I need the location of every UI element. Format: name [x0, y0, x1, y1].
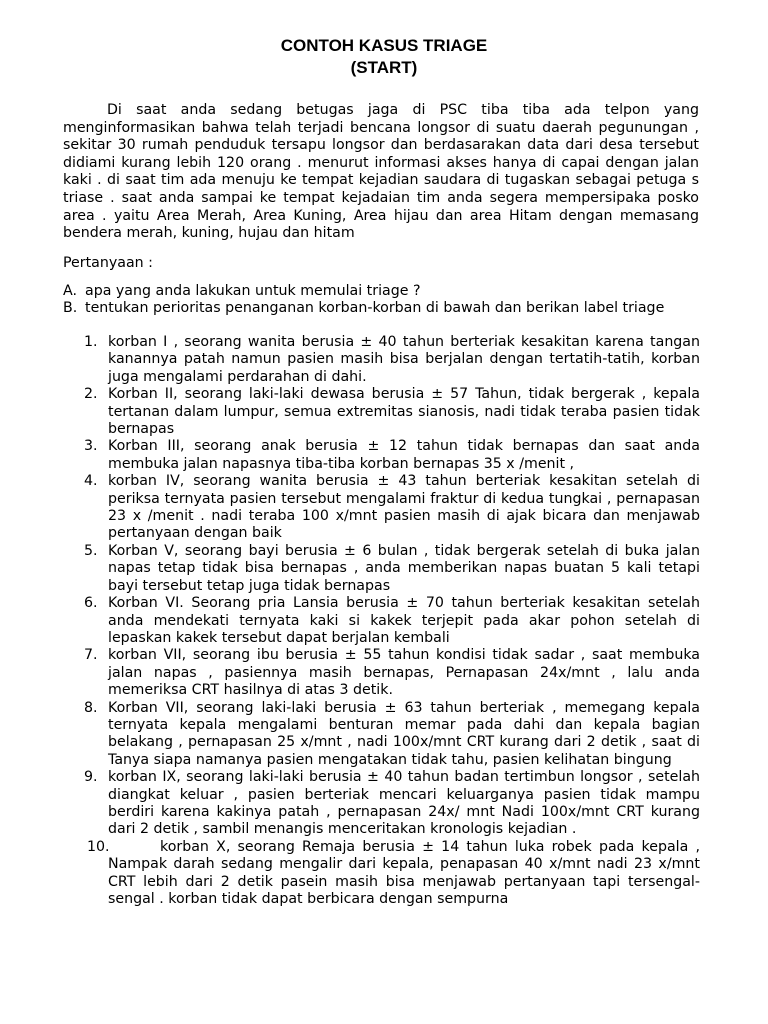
case-item: [87, 838, 700, 909]
case-number: 8.: [84, 699, 98, 716]
case-item: [84, 595, 700, 647]
question-label: A.: [63, 283, 77, 299]
case-item: [84, 334, 700, 386]
case-item: [84, 699, 700, 770]
case-number: 7.: [84, 647, 98, 664]
document-title: CONTOH KASUS TRIAGE: [280, 36, 488, 55]
case-list: [84, 334, 700, 908]
case-text: Korban V, seorang bayi berusia ± 6 bulan , tidak bergerak setelah di buka jalan napas tetap tidak bisa bernapas , anda memberikan napas buatan 5 kali tetapi bayi tersebut tetap juga tidak bernapas: [108, 542, 700, 594]
case-text: korban I , seorang wanita berusia ± 40 tahun berteriak kesakitan karena tangan kanannya patah namun pasien masih bisa berjalan dengan tertatih-tatih, korban juga mengalami perdarahan di dahi.: [108, 334, 700, 385]
case-text: Korban VII, seorang laki-laki berusia ± 63 tahun berteriak , memegang kepala ternyata kepala mengalami benturan memar pada dahi dan kepala bagian belakang , pernapasan 25 x/mnt , nadi 100x/mnt CRT kurang dari 2 detik , saat di Tanya siapa namanya pasien mengatakan tidak tahu, pasien kelihatan bingung: [108, 699, 700, 768]
case-text: korban IV, seorang wanita berusia ± 43 tahun berteriak kesakitan setelah di periksa ternyata pasien tersebut mengalami fraktur di kedua tungkai , pernapasan 23 x /menit . nadi teraba 100 x/mnt pasien masih di ajak bicara dan menjawab pertanyaan dengan baik: [108, 473, 700, 542]
case-text: korban IX, seorang laki-laki berusia ± 40 tahun badan tertimbun longsor , setelah diangkat keluar , pasien berteriak mencari keluarganya pasien tidak mampu berdiri karena kakinya patah , pernapasan 24x/ mnt Nadi 100x/mnt CRT kurang dari 2 detik , sambil menangis menceritakan kronologis kejadian .: [108, 769, 700, 838]
case-number: 2.: [84, 386, 98, 403]
case-number: 9.: [84, 769, 98, 786]
case-number: 10.: [87, 838, 110, 855]
case-text: Korban III, seorang anak berusia ± 12 tahun tidak bernapas dan saat anda membuka jalan napasnya tiba-tiba korban bernapas 35 x /menit ,: [108, 438, 700, 472]
intro-paragraph: Di saat anda sedang betugas jaga di PSC tiba tiba ada telpon yang menginformasikan bahwa telah terjadi bencana longsor di suatu daerah pegunungan , sekitar 30 rumah penduduk tersapu longsor dan berdasarakan data dari desa tersebut didiami kurang lebih 120 orang . menurut informasi akses hanya di capai dengan jalan kaki . di saat tim ada menuju ke tempat kejadian saudara di tugaskan sebagai petuga s triase . saat anda sampai ke tempat kejadaian tim anda segera mempersipaka posko area . yaitu Area Merah, Area Kuning, Area hijau dan area Hitam dengan memasang bendera merah, kuning, hujau dan hitam: [63, 102, 699, 242]
question-b: [63, 300, 706, 318]
case-number: 4.: [84, 473, 98, 490]
question-text: tentukan perioritas penanganan korban-korban di bawah dan berikan label triage: [85, 300, 665, 316]
question-a: [63, 283, 706, 301]
case-item: [84, 647, 700, 699]
case-item: [84, 438, 700, 473]
question-text: apa yang anda lakukan untuk memulai triage ?: [85, 283, 421, 299]
case-item: [84, 542, 700, 595]
case-text: Korban II, seorang laki-laki dewasa berusia ± 57 Tahun, tidak bergerak , kepala tertanan dalam lumpur, semua extremitas sianosis, nadi tidak teraba pasien tidak bernapas: [108, 386, 700, 438]
case-item: [84, 769, 700, 839]
case-item: [84, 386, 700, 438]
case-number: 3.: [84, 438, 98, 455]
case-number: 6.: [84, 595, 98, 612]
case-text: korban VII, seorang ibu berusia ± 55 tahun kondisi tidak sadar , saat membuka jalan napas , pasiennya masih bernapas, Pernapasan 24x/mnt , lalu anda memeriksa CRT hasilnya di atas 3 detik.: [108, 647, 700, 699]
questions-heading: Pertanyaan :: [63, 255, 153, 271]
case-number: 5.: [84, 542, 98, 559]
case-number: 1.: [84, 334, 98, 350]
case-item: [84, 473, 700, 543]
case-text: korban X, seorang Remaja berusia ± 14 tahun luka robek pada kepala , Nampak darah sedang mengalir dari kepala, penapasan 40 x/mnt nadi 23 x/mnt CRT lebih dari 2 detik pasein masih bisa menjawab pertanyaan tapi tersengal-sengal . korban tidak dapat berbicara dengan sempurna: [108, 838, 700, 907]
case-text: Korban VI. Seorang pria Lansia berusia ± 70 tahun berteriak kesakitan setelah anda mendekati ternyata kaki si kakek terjepit pada akar pohon setelah di lepaskan kakek tersebut dapat berjalan kembali: [108, 595, 700, 646]
question-label: B.: [63, 300, 78, 316]
document-subtitle: (START): [350, 58, 418, 77]
